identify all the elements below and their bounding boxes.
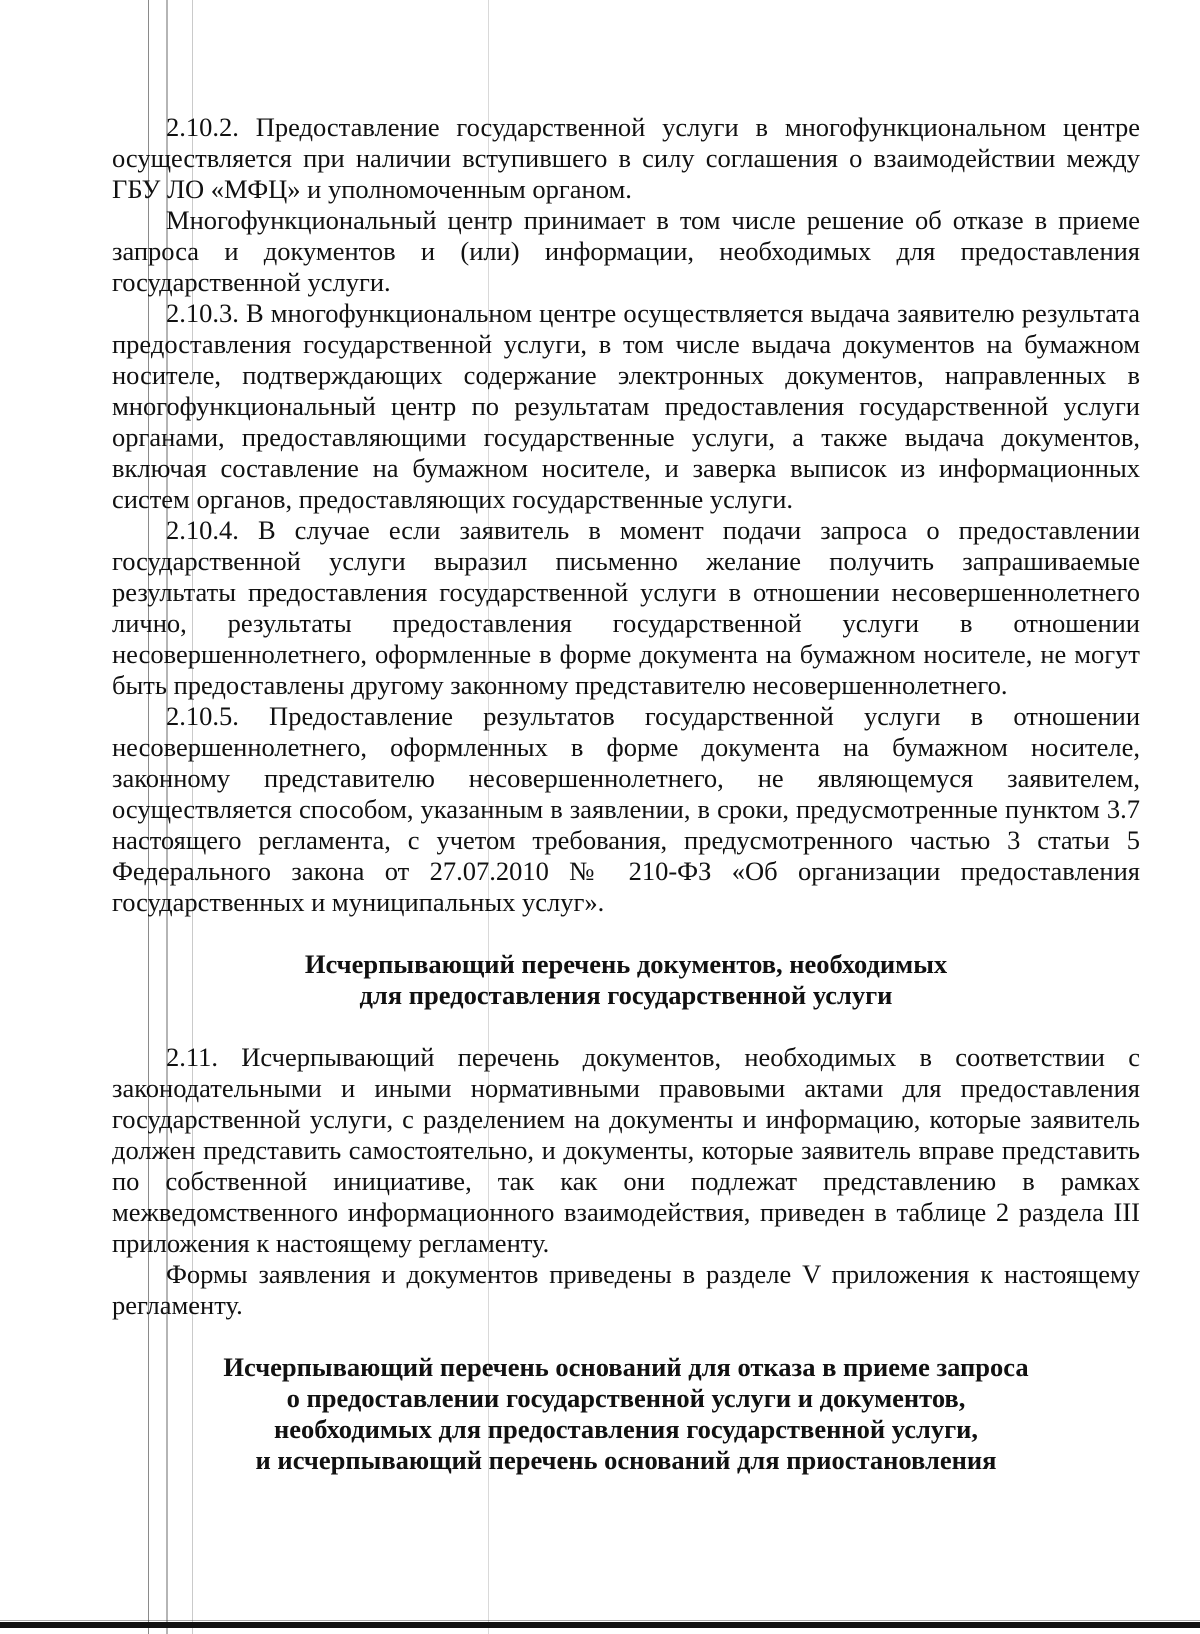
document-body bbox=[112, 112, 1140, 1476]
heading-line: Исчерпывающий перечень оснований для отказа в приеме запроса bbox=[223, 1352, 1029, 1382]
scan-artifact-edge bbox=[0, 1620, 1200, 1621]
paragraph-forms: Формы заявления и документов приведены в разделе V приложения к настоящему регламенту. bbox=[112, 1259, 1140, 1320]
paragraph-mfc-refusal: Многофункциональный центр принимает в том числе решение об отказе в приеме запроса и документов и (или) информации, необходимых для предоставления государственной услуги. bbox=[112, 205, 1140, 297]
paragraph-2-10-5: 2.10.5. Предоставление результатов государственной услуги в отношении несовершеннолетнего, оформленных в форме документа на бумажном носителе, законному представителю несовершеннолетнего, не являющемуся заявителем, осуществляется способом, указанным в заявлении, в сроки, предусмотренные пунктом 3.7 настоящего регламента, с учетом требования, предусмотренного частью 3 статьи 5 Федерального закона от 27.07.2010 № 210-ФЗ «Об организации предоставления государственных и муниципальных услуг». bbox=[112, 701, 1140, 917]
section-heading-refusal-grounds bbox=[112, 1352, 1140, 1476]
heading-line: и исчерпывающий перечень оснований для приостановления bbox=[255, 1445, 997, 1475]
heading-line: для предоставления государственной услуги bbox=[359, 980, 893, 1010]
paragraph-2-10-3: 2.10.3. В многофункциональном центре осуществляется выдача заявителю результата предоставления государственной услуги, в том числе выдача документов на бумажном носителе, подтверждающих содержание электронных документов, направленных в многофункциональный центр по результатам предоставления государственной услуги органами, предоставляющими государственные услуги, а также выдача документов, включая составление на бумажном носителе, и заверка выписок из информационных систем органов, предоставляющих государственные услуги. bbox=[112, 298, 1140, 514]
heading-line: необходимых для предоставления государственной услуги, bbox=[273, 1414, 979, 1444]
paragraph-2-11: 2.11. Исчерпывающий перечень документов, необходимых в соответствии с законодательными и иными нормативными правовыми актами для предоставления государственной услуги, с разделением на документы и информацию, которые заявитель должен представить самостоятельно, и документы, которые заявитель вправе представить по собственной инициативе, так как они подлежат представлению в рамках межведомственного информационного взаимодействия, приведен в таблице 2 раздела III приложения к настоящему регламенту. bbox=[112, 1042, 1140, 1258]
heading-line: Исчерпывающий перечень документов, необходимых bbox=[304, 949, 948, 979]
scan-artifact-edge bbox=[0, 1622, 1200, 1628]
section-heading-documents bbox=[112, 949, 1140, 1011]
heading-line: о предоставлении государственной услуги и документов, bbox=[286, 1383, 966, 1413]
paragraph-2-10-4: 2.10.4. В случае если заявитель в момент подачи запроса о предоставлении государственной услуги выразил письменно желание получить запрашиваемые результаты предоставления государственной услуги в отношении несовершеннолетнего лично, результаты предоставления государственной услуги в отношении несовершеннолетнего, оформленные в форме документа на бумажном носителе, не могут быть предоставлены другому законному представителю несовершеннолетнего. bbox=[112, 515, 1140, 700]
paragraph-2-10-2: 2.10.2. Предоставление государственной услуги в многофункциональном центре осуществляется при наличии вступившего в силу соглашения о взаимодействии между ГБУ ЛО «МФЦ» и уполномоченным органом. bbox=[112, 112, 1140, 204]
